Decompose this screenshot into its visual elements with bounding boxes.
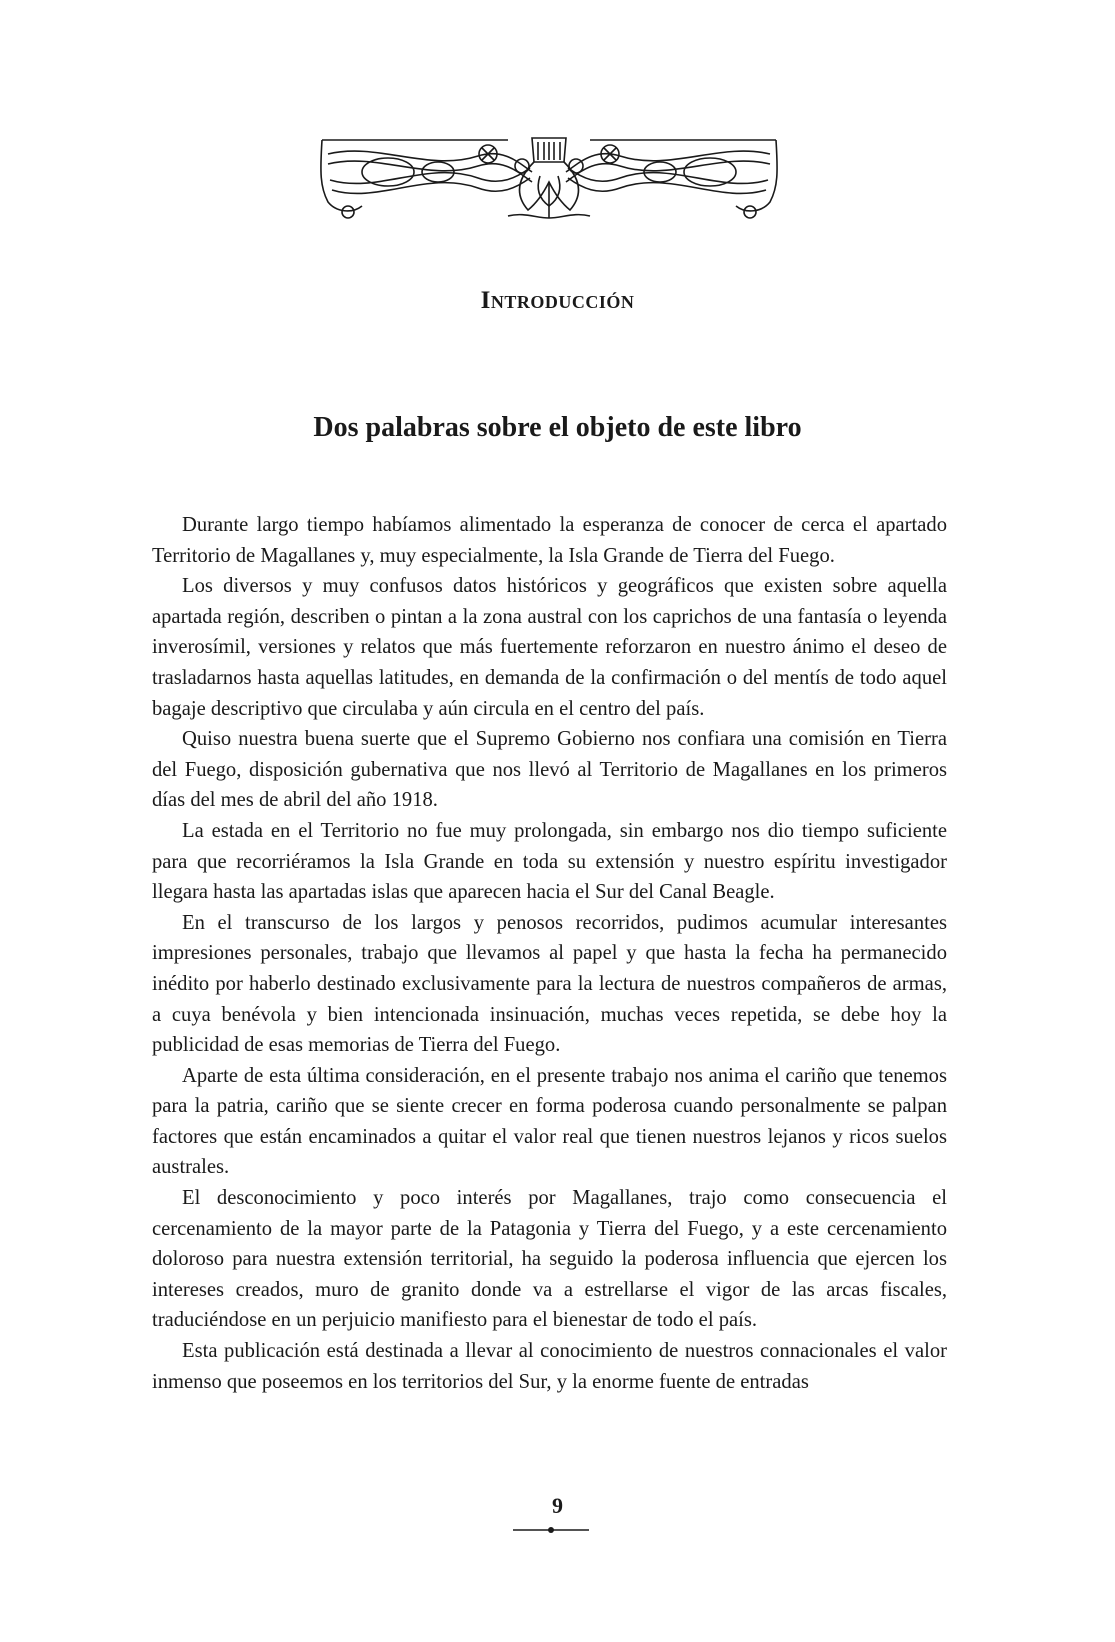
paragraph: Los diversos y muy confusos datos históricos y geográficos que existen sobre aquella apartada región, describen o pintan a la zona austral con los caprichos de una fantasía o leyenda inverosímil, versiones y relatos que más fuertemente reforzaron en nuestro ánimo el deseo de trasladarnos hasta aquellas latitudes, en demanda de la confirmación o del mentís de todo aquel bagaje descriptivo que circulaba y aún circula en el centro del país. xyxy=(152,575,947,720)
paragraph: Aparte de esta última consideración, en el presente trabajo nos anima el cariño que tenemos para la patria, cariño que se siente crecer en forma poderosa cuando personalmente se palpan factores que están encaminados a quitar el valor real que tienen nuestros lejanos y ricos suelos australes. xyxy=(152,1064,947,1179)
section-title: Introducción xyxy=(480,287,635,314)
page-number: 9 xyxy=(552,1493,563,1518)
paragraph: Esta publicación está destinada a llevar al conocimiento de nuestros connacionales el valor inmenso que poseemos en los territorios del Sur, y la enorme fuente de entradas xyxy=(152,1340,947,1393)
chapter-title: Dos palabras sobre el objeto de este libro xyxy=(313,412,802,443)
body-text xyxy=(152,510,947,1397)
paragraph: Quiso nuestra buena suerte que el Supremo Gobierno nos confiara una comisión en Tierra del Fuego, disposición gubernativa que nos llevó al Territorio de Magallanes en los primeros días del mes de abril del año 1918. xyxy=(152,728,947,812)
page-rule-icon xyxy=(513,1525,589,1535)
paragraph: En el transcurso de los largos y penosos recorridos, pudimos acumular interesantes impresiones personales, trabajo que llevamos al papel y que hasta la fecha ha permanecido inédito por haberlo destinado exclusivamente para la lectura de nuestros compañeros de armas, a cuya benévola y bien intencionada insinuación, muchas veces repetida, se debe hoy la publicidad de esas memorias de Tierra del Fuego. xyxy=(152,911,947,1057)
art-nouveau-ornament-icon xyxy=(318,132,780,222)
paragraph: Durante largo tiempo habíamos alimentado la esperanza de conocer de cerca el apartado Territorio de Magallanes y, muy especialmente, la Isla Grande de Tierra del Fuego. xyxy=(152,514,947,567)
paragraph: El desconocimiento y poco interés por Magallanes, trajo como consecuencia el cercenamiento de la mayor parte de la Patagonia y Tierra del Fuego, y a este cercenamiento doloroso para nuestra extensión territorial, ha seguido la poderosa influencia que ejercen los intereses creados, muro de granito donde va a estrellarse el vigor de las arcas fiscales, traduciéndose en un perjuicio manifiesto para el bienestar de todo el país. xyxy=(152,1187,947,1332)
paragraph: La estada en el Territorio no fue muy prolongada, sin embargo nos dio tiempo suficiente para que recorriéramos la Isla Grande en toda su extensión y nuestro espíritu investigador llegara hasta las apartadas islas que aparecen hacia el Sur del Canal Beagle. xyxy=(152,819,947,904)
